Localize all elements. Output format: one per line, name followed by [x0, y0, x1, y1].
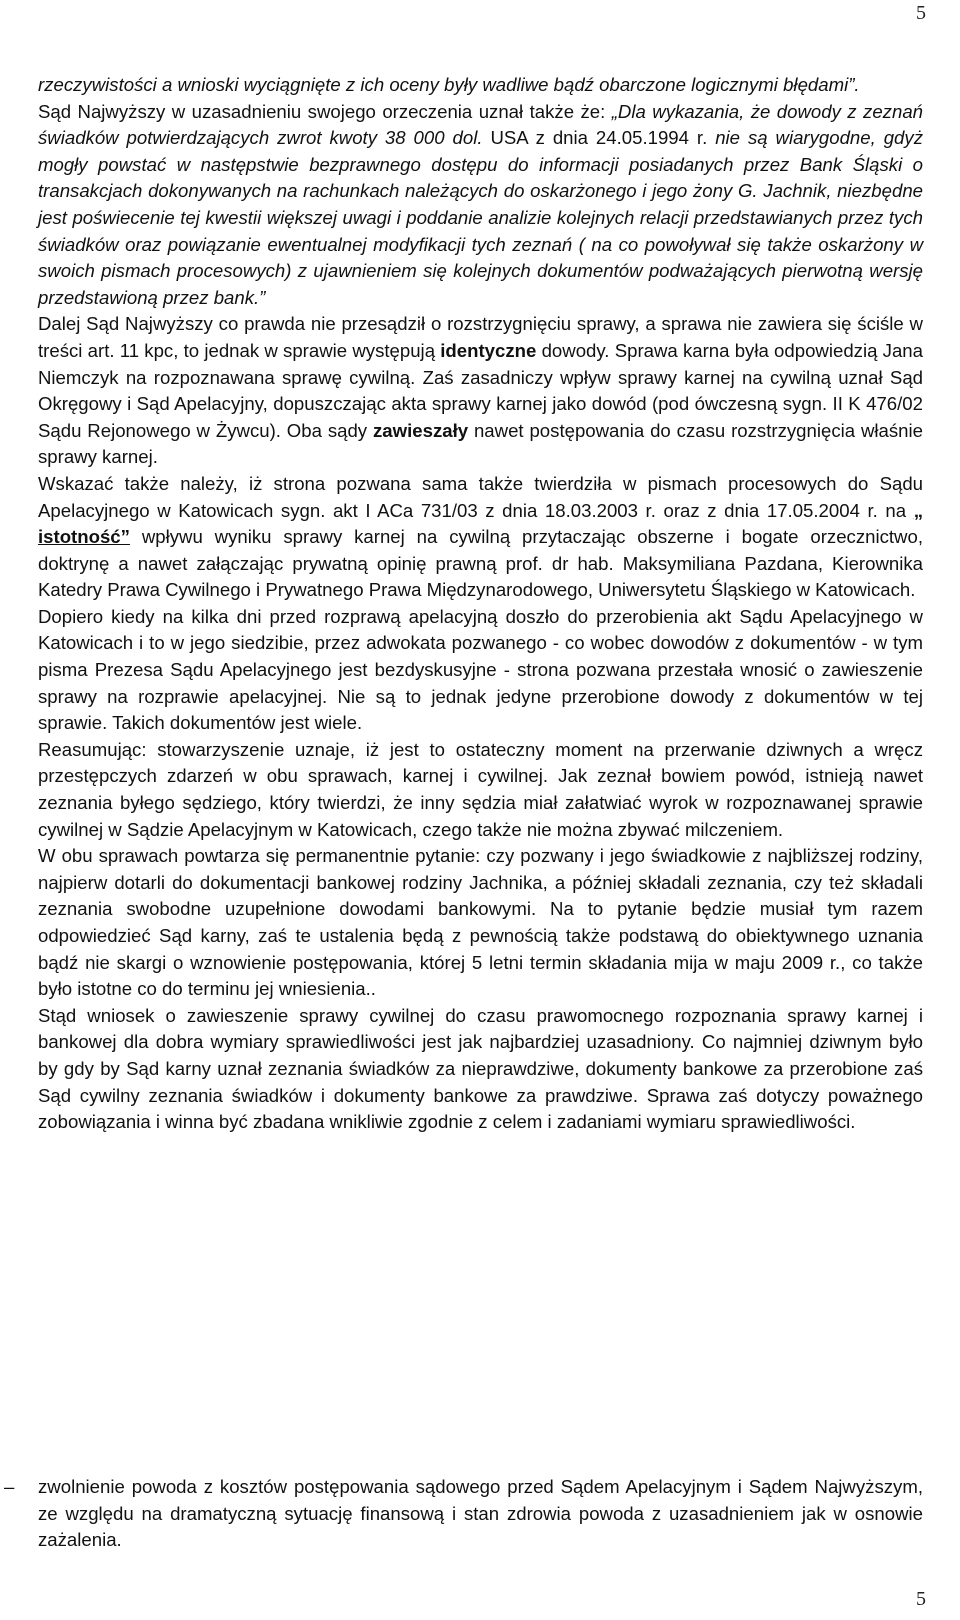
paragraph-defendant-position [38, 471, 923, 604]
paragraph-question: W obu sprawach powtarza się permanentnie pytanie: czy pozwany i jego świadkowie z najbliższej rodziny, najpierw dotarli do dokumentacji bankowej rodziny Jachnika, a później składali zeznania, czy też składali zeznania swobodne uzupełnione dowodami bankowymi. Na to pytanie będzie musiał tym razem odpowiedzieć Sąd karny, zaś te ustalenia będą z pewnością także podstawą do obiektywnego uznania bądź nie skargi o wznowienie postępowania, której 5 letni termin składania mija w maju 2009 r., co także było istotne co do terminu jej wniesienia.. [38, 845, 923, 1000]
paragraph-supreme-court-reasoning [38, 99, 923, 312]
bullet-text: zwolnienie powoda z kosztów postępowania sądowego przed Sądem Apelacyjnym i Sądem Najwyższym, ze względu na dramatyczną sytuację finansową i stan zdrowia powoda z uzasadnieniem jak w osnowie zażalenia. [38, 1476, 923, 1551]
text-segment: USA z dnia 24.05.1994 r. [490, 127, 708, 149]
bold-underlined-term: „ istotność” [38, 499, 923, 548]
text-segment: nawet postępowania do czasu rozstrzygnięcia właśnie sprawy karnej. [38, 419, 923, 468]
bullet-item [4, 1474, 923, 1554]
document-body [38, 72, 923, 1136]
text-segment: dowody. Sprawa karna była odpowiedzią Jana Niemczyk na rozpoznawana sprawę cywilną. Zaś zasadniczy wpływ sprawy karnej na cywilną uznał Sąd Okręgowy i Sąd Apelacyjny, dopuszczając akta sprawy karnej jako dowód (pod ówczesną sygn. II K 476/02 Sądu Rejonowego w Żywcu). Oba sądy [38, 339, 923, 441]
page-number-top: 5 [916, 2, 926, 24]
bold-term: identyczne [440, 339, 537, 361]
paragraph-identical-evidence [38, 311, 923, 471]
page-number-bottom: 5 [916, 1588, 926, 1610]
quote-segment: „Dla wykazania, że dowody z zeznań świadków potwierdzających zwrot kwoty 38 000 dol. [38, 100, 923, 149]
paragraph-motion: Stąd wniosek o zawieszenie sprawy cywilnej do czasu prawomocnego rozpoznania sprawy karnej i bankowej dla dobra wymiary sprawiedliwości jest jak najbardziej uzasadniony. Co najmniej dziwnym było by gdy by Sąd karny uznał zeznania świadków za nieprawdziwe, dokumenty bankowe za przerobione zaś Sąd cywilny zeznania świadków i dokumenty bankowe za prawdziwe. Sprawa zaś dotyczy poważnego zobowiązania i winna być zbadana wnikliwie zgodnie z celem i zadaniami wymiaru sprawiedliwości. [38, 1004, 923, 1133]
paragraph-quote-continuation: rzeczywistości a wnioski wyciągnięte z ich oceny były wadliwe bądź obarczone logicznymi błędami”. [38, 74, 860, 95]
paragraph-altered-files: Dopiero kiedy na kilka dni przed rozprawą apelacyjną doszło do przerobienia akt Sądu Apelacyjnego w Katowicach i to w jego siedzibie, przez adwokata pozwanego - co wobec dowodów z dokumentów - w tym pisma Prezesa Sądu Apelacyjnego jest bezdyskusyjne - strona pozwana przestała wnosić o zawieszenie sprawy na rozprawie apelacyjnej. Nie są to jednak jedyne przerobione dowody z dokumentów w tej sprawie. Takich dokumentów jest wiele. [38, 605, 923, 734]
text-segment: Sąd Najwyższy w uzasadnieniu swojego orzeczenia uznał także że: [38, 100, 612, 122]
text-segment: Dalej Sąd Najwyższy co prawda nie przesądził o rozstrzygnięciu sprawy, a sprawa nie zawiera się ściśle w treści art. 11 kpc, to jednak w sprawie występują [38, 313, 923, 361]
text-segment: Wskazać także należy, iż strona pozwana sama także twierdziła w pismach procesowych do Sądu Apelacyjnego w Katowicach sygn. akt I ACa 731/03 z dnia 18.03.2003 r. oraz z dnia 17.05.2004 r. na [38, 472, 923, 521]
paragraph-summary: Reasumując: stowarzyszenie uznaje, iż jest to ostateczny moment na przerwanie dziwnych a wręcz przestępczych zdarzeń w obu sprawach, karnej i cywilnej. Jak zeznał bowiem powód, istnieją nawet zeznania byłego sędziego, który twierdzi, że inny sędzia miał załatwiać wyrok w rozpoznawanej sprawie cywilnej w Sądzie Apelacyjnym w Katowicach, czego także nie można zbywać milczeniem. [38, 738, 923, 840]
quote-segment: nie są wiarygodne, gdyż mogły powstać w następstwie bezprawnego dostępu do informacji posiadanych przez Bank Śląski o transakcjach dokonywanych na rachunkach należących do oskarżonego i jego żony G. Jachnik, niezbędne jest poświecenie tej kwestii większej uwagi i poddanie analizie kolejnych relacji przedstawianych przez tych świadków oraz powiązanie ewentualnej modyfikacji tych zeznań ( na co powoływał się także oskarżony w swoich pismach procesowych) z ujawnieniem się kolejnych dokumentów podważających pierwotną wersję przedstawioną przez bank.” [38, 127, 923, 308]
bold-term: zawieszały [373, 419, 469, 441]
bullet-dash: – [4, 1476, 15, 1497]
text-segment: wpływu wyniku sprawy karnej na cywilną przytaczając obszerne i bogate orzecznictwo, doktrynę a nawet załączając prywatną opinię prawną prof. dr hab. Maksymiliana Pazdana, Kierownika Katedry Prawa Cywilnego i Prywatnego Prawa Międzynarodowego, Uniwersytetu Śląskiego w Katowicach. [38, 526, 923, 601]
